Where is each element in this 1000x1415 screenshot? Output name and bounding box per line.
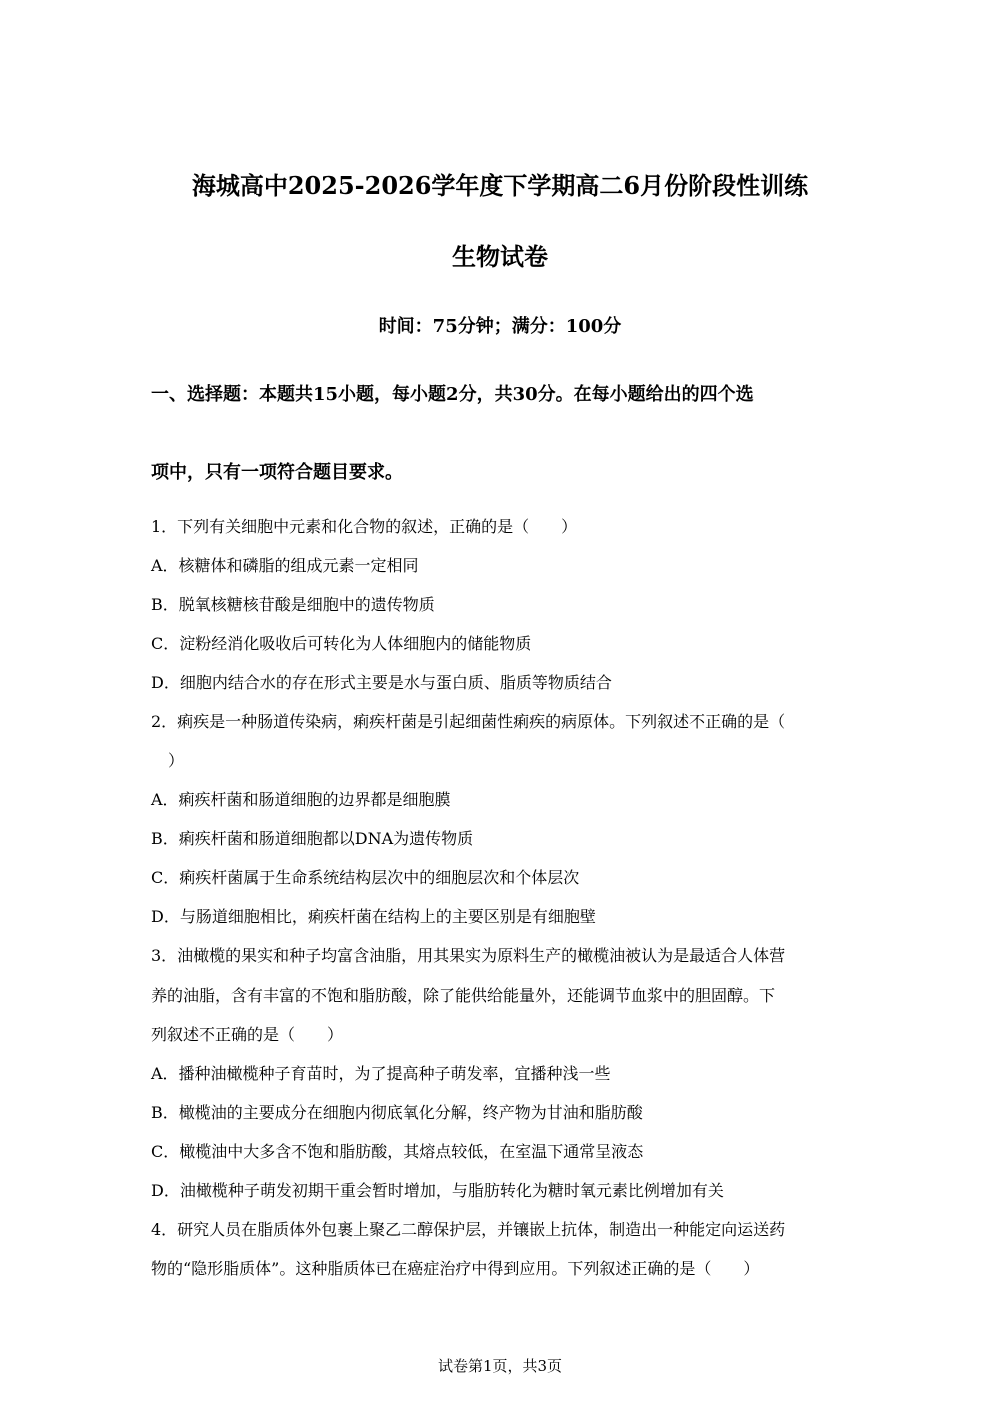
page-footer: 试卷第1页，共3页 xyxy=(437,1357,563,1375)
question-3-option-d: D．油橄榄种子萌发初期干重会暂时增加，与脂肪转化为糖时氧元素比例增加有关 xyxy=(151,1181,724,1200)
question-1-option-b: B．脱氧核糖核苷酸是细胞中的遗传物质 xyxy=(151,595,435,614)
question-2-option-a: A．痢疾杆菌和肠道细胞的边界都是细胞膜 xyxy=(151,790,451,809)
section-heading: 一、选择题：本题共15小题，每小题2分，共30分。在每小题给出的四个选 xyxy=(151,384,754,405)
question-3-stem-line2: 养的油脂，含有丰富的不饱和脂肪酸，除了能供给能量外，还能调节血浆中的胆固醇。下 xyxy=(151,986,776,1005)
question-2-stem: 2．痢疾是一种肠道传染病，痢疾杆菌是引起细菌性痢疾的病原体。下列叙述不正确的是（ xyxy=(151,712,786,731)
question-1-option-d: D．细胞内结合水的存在形式主要是水与蛋白质、脂质等物质结合 xyxy=(151,673,612,692)
question-4-stem: 4．研究人员在脂质体外包裹上聚乙二醇保护层，并镶嵌上抗体，制造出一种能定向运送药 xyxy=(151,1220,786,1239)
question-1-stem: 1．下列有关细胞中元素和化合物的叙述，正确的是（ ） xyxy=(151,517,578,536)
section-heading-continued: 项中，只有一项符合题目要求。 xyxy=(151,462,403,483)
question-2-option-d: D．与肠道细胞相比，痢疾杆菌在结构上的主要区别是有细胞壁 xyxy=(151,907,596,926)
question-1-option-a: A．核糖体和磷脂的组成元素一定相同 xyxy=(151,556,419,575)
question-2-stem-continued: ） xyxy=(168,751,185,770)
question-2-option-c: C．痢疾杆菌属于生命系统结构层次中的细胞层次和个体层次 xyxy=(151,868,580,887)
question-1-option-c: C．淀粉经消化吸收后可转化为人体细胞内的储能物质 xyxy=(151,634,532,653)
question-3-option-c: C．橄榄油中大多含不饱和脂肪酸，其熔点较低，在室温下通常呈液态 xyxy=(151,1142,644,1161)
question-3-option-a: A．播种油橄榄种子育苗时，为了提高种子萌发率，宜播种浅一些 xyxy=(151,1064,611,1083)
question-4-stem-line2: 物的“隐形脂质体”。这种脂质体已在癌症治疗中得到应用。下列叙述正确的是（ ） xyxy=(151,1259,760,1278)
question-3-stem: 3．油橄榄的果实和种子均富含油脂，用其果实为原料生产的橄榄油被认为是最适合人体营 xyxy=(151,946,786,965)
question-2-option-b: B．痢疾杆菌和肠道细胞都以DNA为遗传物质 xyxy=(151,829,474,848)
question-3-stem-line3: 列叙述不正确的是（ ） xyxy=(151,1025,344,1044)
question-3-option-b: B．橄榄油的主要成分在细胞内彻底氧化分解，终产物为甘油和脂肪酸 xyxy=(151,1103,643,1122)
exam-time-and-score: 时间：75分钟；满分：100分 xyxy=(378,316,622,337)
exam-subject-title: 生物试卷 xyxy=(452,242,548,271)
exam-title: 海城高中2025-2026学年度下学期高二6月份阶段性训练 xyxy=(191,171,809,200)
